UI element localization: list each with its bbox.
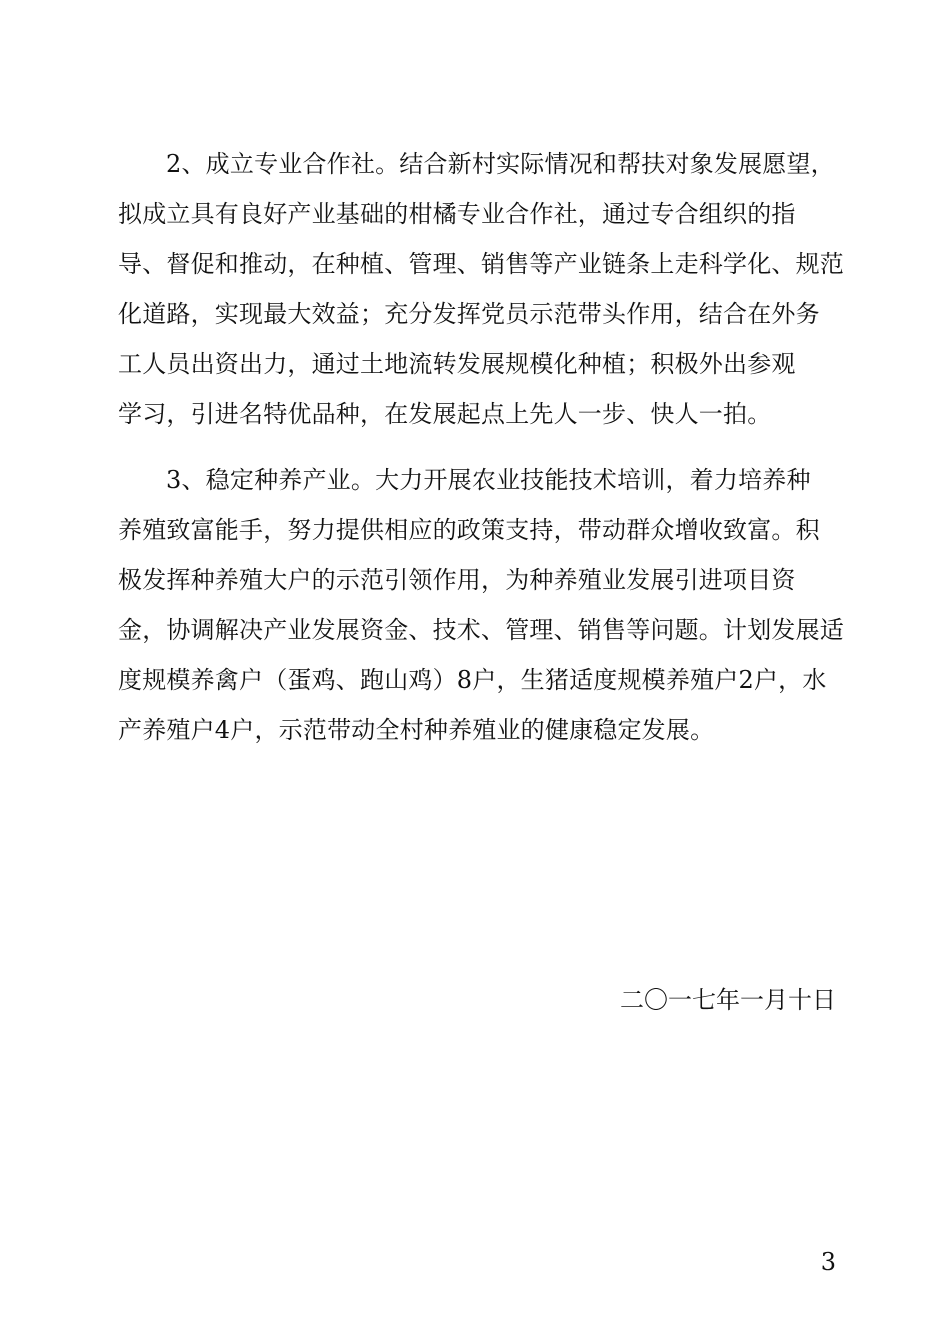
paragraph-line: 养殖致富能手，努力提供相应的政策支持，带动群众增收致富。积 <box>118 516 820 544</box>
paragraph-line: 工人员出资出力，通过土地流转发展规模化种植；积极外出参观 <box>118 350 796 378</box>
paragraph-line: 金，协调解决产业发展资金、技术、管理、销售等问题。计划发展适 <box>118 616 844 644</box>
paragraph-line: 产养殖户4户，示范带动全村种养殖业的健康稳定发展。 <box>118 716 715 744</box>
paragraph-line: 极发挥种养殖大户的示范引领作用，为种养殖业发展引进项目资 <box>118 566 796 594</box>
paragraph-line: 化道路，实现最大效益；充分发挥党员示范带头作用，结合在外务 <box>118 300 820 328</box>
paragraph-line: 学习，引进名特优品种，在发展起点上先人一步、快人一拍。 <box>118 400 772 428</box>
paragraph-line: 度规模养禽户（蛋鸡、跑山鸡）8户，生猪适度规模养殖户2户，水 <box>118 666 827 694</box>
document-date: 二〇一七年一月十日 <box>620 986 836 1014</box>
page-number: 3 <box>820 1248 836 1276</box>
paragraph-line: 2、成立专业合作社。结合新村实际情况和帮扶对象发展愿望， <box>166 150 835 178</box>
paragraph-line: 导、督促和推动，在种植、管理、销售等产业链条上走科学化、规范 <box>118 250 844 278</box>
paragraph-line: 拟成立具有良好产业基础的柑橘专业合作社，通过专合组织的指 <box>118 200 796 228</box>
paragraph-line: 3、稳定种养产业。大力开展农业技能技术培训，着力培养种 <box>166 466 811 494</box>
